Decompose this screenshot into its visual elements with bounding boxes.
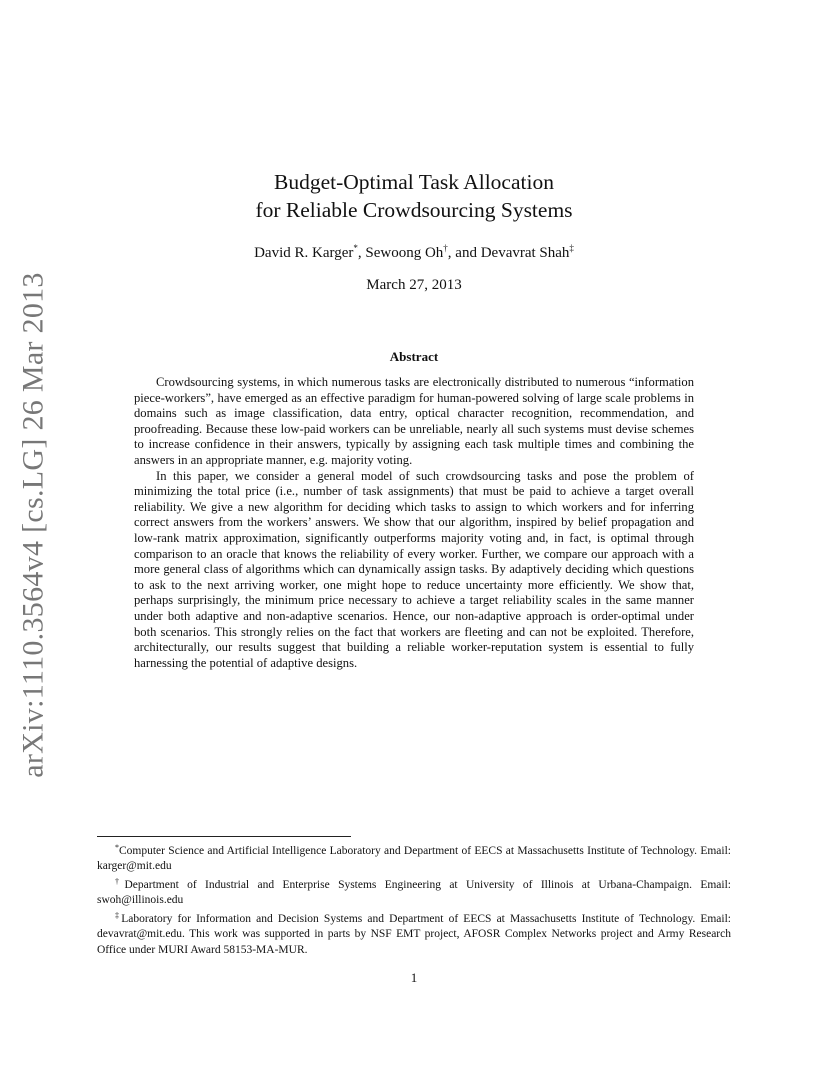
paper-title xyxy=(0,168,828,224)
arxiv-stamp-text: arXiv:1110.3564v4 [cs.LG] 26 Mar 2013 xyxy=(17,272,50,778)
author-footnote-mark: * xyxy=(353,243,358,253)
abstract-paragraph: In this paper, we consider a general model of such crowdsourcing tasks and pose the problem of minimizing the total price (i.e., number of task assignments) that must be paid to achieve a target overall reliability. We give a new algorithm for deciding which tasks to assign to which workers and for inferring correct answers from the workers’ answers. We show that our algorithm, inspired by belief propagation and low-rank matrix approximation, significantly outperforms majority voting and, in fact, is optimal through comparison to an oracle that knows the reliability of every worker. Further, we compare our approach with a more general class of algorithms which can dynamically assign tasks. By adaptively deciding which questions to ask to the next arriving worker, one might hope to reduce uncertainty more efficiently. We show that, perhaps surprisingly, the minimum price necessary to achieve a target reliability scales in the same manner under both adaptive and non-adaptive scenarios. Hence, our non-adaptive approach is order-optimal under both scenarios. This strongly relies on the fact that workers are fleeting and can not be exploited. Therefore, architecturally, our results suggest that building a reliable worker-reputation system is essential to fully harnessing the potential of adaptive designs. xyxy=(134,468,694,670)
abstract-body xyxy=(134,375,694,671)
author-separator: , xyxy=(357,245,366,261)
footnote-mark: † xyxy=(115,877,125,887)
abstract-paragraph: Crowdsourcing systems, in which numerous tasks are electronically distributed to numerous “information piece-workers”, have emerged as an effective paradigm for human-powered solving of large scale problems in domains such as image classification, data entry, optical character recognition, recommendation, and proofreading. Because these low-paid workers can be unreliable, nearly all such systems must devise schemes to increase confidence in their answers, typically by assigning each task multiple times and combining the answers in an appropriate manner, e.g. majority voting. xyxy=(134,375,694,467)
author-name: David R. Karger xyxy=(254,245,354,261)
footnote xyxy=(97,874,731,908)
footnote-text: Laboratory for Information and Decision Systems and Department of EECS at Massachusetts Institute of Technology. Email: devavrat@mit.edu. This work was supported in parts by NSF EMT project, AFOSR Complex Networks project and Army Research Office under MURI Award 58153-MA-MUR. xyxy=(97,913,732,956)
author-list xyxy=(0,243,828,262)
footnotes xyxy=(97,840,731,958)
author-footnote-mark: † xyxy=(443,243,448,253)
author-name: Devavrat Shah xyxy=(480,245,570,261)
author-footnote-mark: ‡ xyxy=(569,243,574,253)
footnote-mark: * xyxy=(115,843,119,852)
title-line-1: Budget-Optimal Task Allocation xyxy=(274,170,554,194)
author-name: Sewoong Oh xyxy=(365,245,444,261)
publication-date: March 27, 2013 xyxy=(366,277,462,293)
page-number: 1 xyxy=(410,970,418,985)
footnote-mark: ‡ xyxy=(115,911,122,921)
author-separator: , and xyxy=(447,245,481,261)
footnote-text: Department of Industrial and Enterprise Systems Engineering at University of Illinois at Urbana-Champaign. Email: swoh@illinois.edu xyxy=(97,879,731,907)
title-line-2: for Reliable Crowdsourcing Systems xyxy=(255,198,573,222)
footnote xyxy=(97,908,731,957)
footnote xyxy=(97,840,731,874)
footnote-rule xyxy=(97,836,351,837)
footnote-text: Computer Science and Artificial Intelligence Laboratory and Department of EECS at Massachusetts Institute of Technology. Email: karger@mit.edu xyxy=(97,845,731,873)
abstract-heading: Abstract xyxy=(389,349,439,364)
